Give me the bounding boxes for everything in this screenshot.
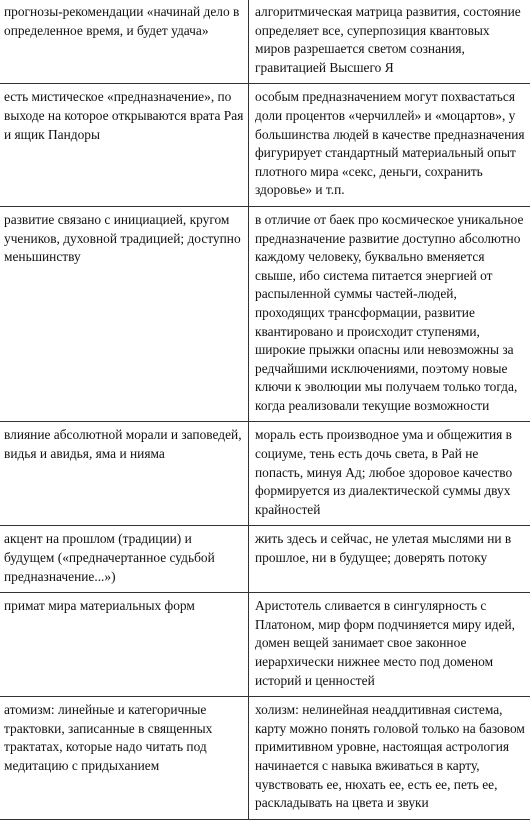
right-cell bbox=[249, 0, 531, 84]
left-cell bbox=[0, 593, 249, 697]
right-cell-text: холизм: нелинейная неаддитивная система, карту можно понять головой только на базовом примитивном уровне, настоящая астрология начинается с навыка вживаться в карту, чувствовать ее, нюхать ее, есть ее, петь ее, раскладывать на цвета и звуки bbox=[255, 702, 525, 811]
left-cell-text: прогнозы-рекомендации «начинай дело в определенное время, и будет удача» bbox=[4, 4, 240, 38]
table-row bbox=[0, 593, 530, 697]
table-row bbox=[0, 697, 530, 820]
left-cell-text: развитие связано с инициацией, кругом учеников, духовной традицией; доступно меньшинству bbox=[4, 211, 241, 265]
right-cell bbox=[249, 84, 531, 207]
left-cell-text: есть мистическое «предназначение», по выходе на которое открываются врата Рая и ящик Пандоры bbox=[4, 89, 244, 142]
table-row bbox=[0, 84, 530, 207]
left-cell-text: атомизм: линейные и категоричные трактовки, записанные в священных трактатах, которые надо читать под медитацию с придыханием bbox=[4, 702, 213, 773]
left-cell-text: примат мира материальных форм bbox=[4, 598, 195, 614]
table-row bbox=[0, 526, 530, 593]
right-cell bbox=[249, 593, 531, 697]
left-cell bbox=[0, 422, 249, 526]
left-cell bbox=[0, 697, 249, 820]
table-row bbox=[0, 422, 530, 526]
left-cell bbox=[0, 0, 249, 84]
left-cell bbox=[0, 526, 249, 593]
left-cell bbox=[0, 206, 249, 422]
right-cell bbox=[249, 526, 531, 593]
right-cell-text: в отличие от баек про космическое уникальное предназначение развитие доступно абсолютно каждому человеку, буквально вменяется свыше, ибо система питается энергией от распыленной суммы частей-людей, проходящих трансформации, развитие квантировано и происходит ступенями, широкие прыжки опасны или невозможны за редчайшими исключениями, поэтому новые ключи к эволюции мы получаем только тогда, когда реализовали текущие возможности bbox=[255, 211, 524, 413]
right-cell-text: Аристотель сливается в сингулярность с Платоном, мир форм подчиняется миру идей, домен вещей занимает свое законное иерархически нижнее место под доменом историй и ценностей bbox=[255, 598, 516, 688]
left-cell bbox=[0, 84, 249, 207]
left-cell-text: влияние абсолютной морали и заповедей, видья и авидья, яма и нияма bbox=[4, 427, 242, 462]
table-row bbox=[0, 206, 530, 422]
right-cell bbox=[249, 422, 531, 526]
right-cell-text: алгоритмическая матрица развития, состояние определяет все, суперпозиция квантовых миров разрешается светом сознания, гравитацией Высшего Я bbox=[255, 4, 521, 75]
table-row bbox=[0, 0, 530, 84]
right-cell-text: жить здесь и сейчас, не улетая мыслями ни в прошлое, ни в будущее; доверять потоку bbox=[255, 531, 512, 566]
left-cell-text: акцент на прошлом (традиции) и будущем («предначертанное судьбой предназначение...») bbox=[4, 531, 215, 584]
right-cell-text: особым предназначением могут похвастаться доли процентов «черчиллей» и «моцартов», у большинства людей в качестве предназначения фигурирует стандартный материальный опыт плотного мира «секс, деньги, сохранить здоровье» и т.п. bbox=[255, 89, 525, 198]
right-cell bbox=[249, 206, 531, 422]
right-cell-text: мораль есть производное ума и общежития в социуме, тень есть дочь света, в Рай не попасть, минуя Ад; любое здоровое качество формируется из диалектической суммы двух крайностей bbox=[255, 427, 513, 517]
right-cell bbox=[249, 697, 531, 820]
